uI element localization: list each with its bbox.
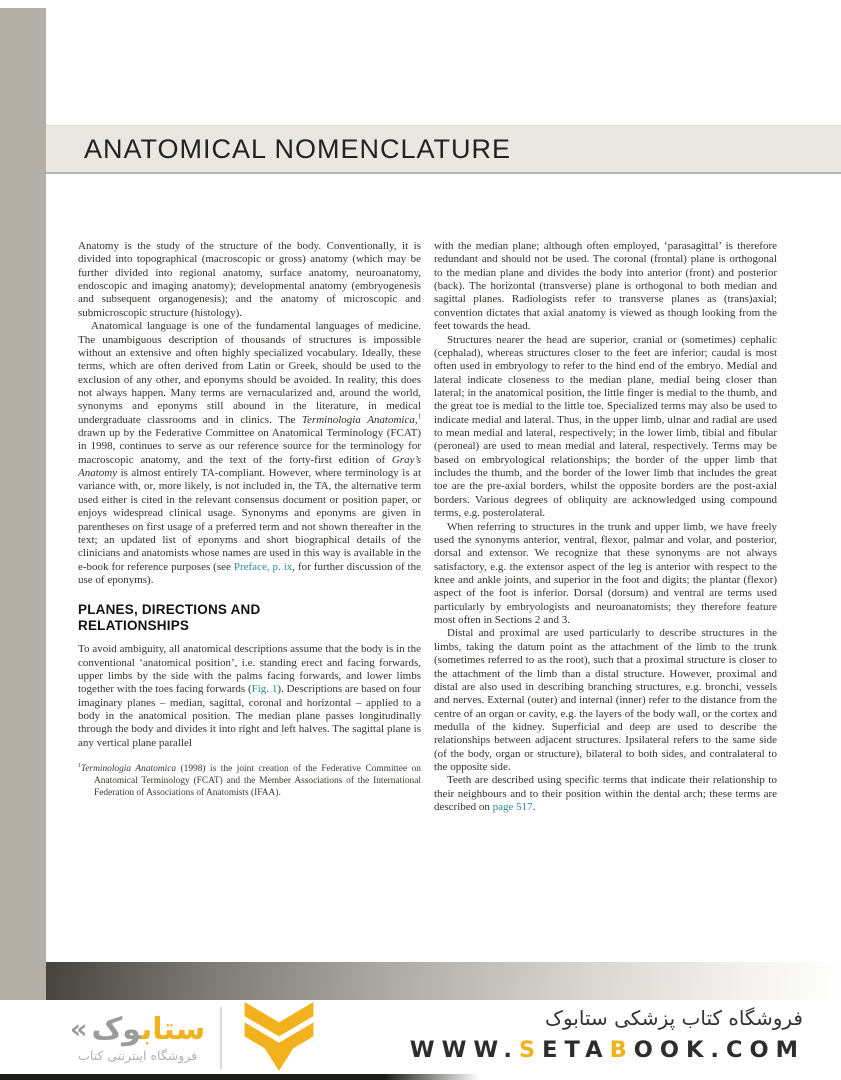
cross-reference-link[interactable]: Preface, p. ix [233,560,293,573]
right-column [434,240,777,814]
setabook-logo-subtitle: فروشگاه اینترنتی کتاب [78,1048,198,1063]
page-bottom-shadow [46,962,841,1000]
setabook-wordmark-text: ستابوک [91,1012,206,1047]
footnote: $^1$Terminologia Anatomica (1998) is the joint creation of the Federative Committee on Anatomical Terminology (FCAT) and the Member Associations of the International Federation of Associations of Anatomists (IFAA). [78,762,421,798]
scan-bottom-strip [0,1074,480,1080]
cross-reference-link[interactable]: page 517 [492,801,533,814]
setabook-logo [70,1002,321,1074]
cross-reference-link[interactable]: Fig. 1 [251,683,278,696]
article-body [78,240,777,814]
logo-divider [220,1007,222,1069]
setabook-chevron-icon [237,1002,321,1074]
directions-paragraph: Structures nearer the head are superior, cranial or (sometimes) cephalic (cephalad), whereas structures closer to the feet are inferior; caudal is most often used in embryology to refer to the hind end of the embryo. Medial and lateral indicate closeness to the median plane, medial being closer than lateral; in the anatomical position, the little finger is medial to the thumb, and the great toe is medial to the little toe. Specialized terms may also be used to indicate medial and lateral. Thus, in the upper limb, ulnar and radial are used to mean medial and lateral, respectively; in the lower limb, tibial and fibular (peroneal) are used to mean medial and lateral, respectively. Terms may be based on embryological relationships; the border of the upper limb that includes the thumb, and the border of the lower limb that includes the great toe are the pre-axial borders, whilst the opposite borders are the post-axial borders. Various degrees of obliquity are acknowledged using compound terms, e.g. posterolateral. [434,333,777,520]
bookstore-tagline: فروشگاه کتاب پزشکی ستابوک [545,1006,803,1030]
setabook-wordmark [70,1013,205,1063]
intro-paragraph: Anatomy is the study of the structure of the body. Conventionally, it is divided into topographical (macroscopic or gross) anatomy (which may be further divided into regional anatomy, surface anatomy, neuroanatomy, endoscopic and imaging anatomy); developmental anatomy (embryogenesis and subsequent organogenesis); and the anatomy of microscopic and submicroscopic structure (histology). [78,240,421,319]
guillemet-icon: « [70,1013,88,1045]
footer-branding [0,1000,841,1080]
section-heading: PLANES, DIRECTIONS AND RELATIONSHIPS [78,602,261,634]
distal-proximal-paragraph: Distal and proximal are used particularly to describe structures in the limbs, taking the datum point as the attachment of the limb to the trunk (sometimes referred to as the root), such that a proximal structure is closer to the attachment of the limb than a distal structure. However, proximal and distal are also used in describing branching structures, e.g. bronchi, vessels and nerves. External (outer) and internal (inner) refer to the distance from the centre of an organ or cavity, e.g. the layers of the body wall, or the cortex and medulla of the kidney. Superficial and deep are used to describe the relationships between adjacent structures. Ipsilateral refers to the same side (of the body, organ or structure), bilateral to both sides, and contralateral to the opposite side. [434,627,777,774]
synonyms-paragraph: When referring to structures in the trunk and upper limb, we have freely used the synonyms anterior, ventral, flexor, palmar and volar, and posterior, dorsal and extensor. We recognize that these synonyms are not always satisfactory, e.g. the extensor aspect of the leg is anterior with respect to the knee and ankle joints, and superior in the foot and digits; the plantar (flexor) aspect of the foot is inferior. Dorsal (dorsum) and ventral are terms used particularly by embryologists and neuroanatomists; they therefore feature most often in Sections 2 and 3. [434,520,777,627]
website-url[interactable]: WWW.SETABOOK.COM [409,1037,805,1063]
teeth-paragraph: Teeth are described using specific terms that indicate their relationship to their neighbours and to their position within the dental arch; these terms are described on page 517. [434,774,777,814]
superscript-reference: 1 [78,762,81,769]
planes-paragraph: To avoid ambiguity, all anatomical descriptions assume that the body is in the conventional ‘anatomical position’, i.e. standing erect and facing forwards, upper limbs by the side with the palms facing forwards, and lower limbs together with the toes facing forwards (Fig. 1). Descriptions are based on four imaginary planes – median, sagittal, coronal and horizontal – applied to a body in the anatomical position. The median plane passes longitudinally through the body and divides it into right and left halves. The sagittal plane is any vertical plane parallel [78,643,421,749]
chapter-title: ANATOMICAL NOMENCLATURE [84,134,512,164]
chapter-title-bar [46,125,841,174]
superscript-reference: 1 [417,413,422,421]
footer-right-block [410,1006,805,1063]
left-column [78,240,421,814]
planes-continued-paragraph: with the median plane; although often employed, ‘parasagittal’ is therefore redundant and should not be used. The coronal (frontal) plane is orthogonal to the median plane and divides the body into anterior (front) and posterior (back). The horizontal (transverse) plane is orthogonal to both median and sagittal planes. Radiologists refer to transverse planes as (trans)axial; convention dictates that axial anatomy is viewed as though looking from the feet towards the head. [434,240,777,333]
scan-edge-band [0,8,46,1014]
terminology-paragraph: Anatomical language is one of the fundamental languages of medicine. The unambiguous description of thousands of structures is impossible without an extensive and often highly specialized vocabulary. Ideally, these terms, which are often derived from Latin or Greek, should be used to the exclusion of any other, and eponyms should be avoided. In reality, this does not always happen. Many terms are vernacularized and, around the world, synonyms and eponyms still abound in the literature, in medical undergraduate classrooms and in clinics. The Terminologia Anatomica,$^1$ drawn up by the Federative Committee on Anatomical Terminology (FCAT) in 1998, continues to serve as our reference source for the terminology for macroscopic anatomy, and the text of the forty-first edition of Gray’s Anatomy is almost entirely TA-compliant. However, where terminology is at variance with, or, more likely, is not included in, the TA, the alternative term used either is cited in the relevant consensus document or position paper, or enjoys widespread clinical usage. Synonyms and eponyms are given in parentheses on first usage of a preferred term and not shown thereafter in the text; an updated list of eponyms and short biographical details of the clinicians and anatomists whose names are used in this way is available in the e-book for reference purposes (see Preface, p. ix, for further discussion of the use of eponyms). [78,320,422,586]
